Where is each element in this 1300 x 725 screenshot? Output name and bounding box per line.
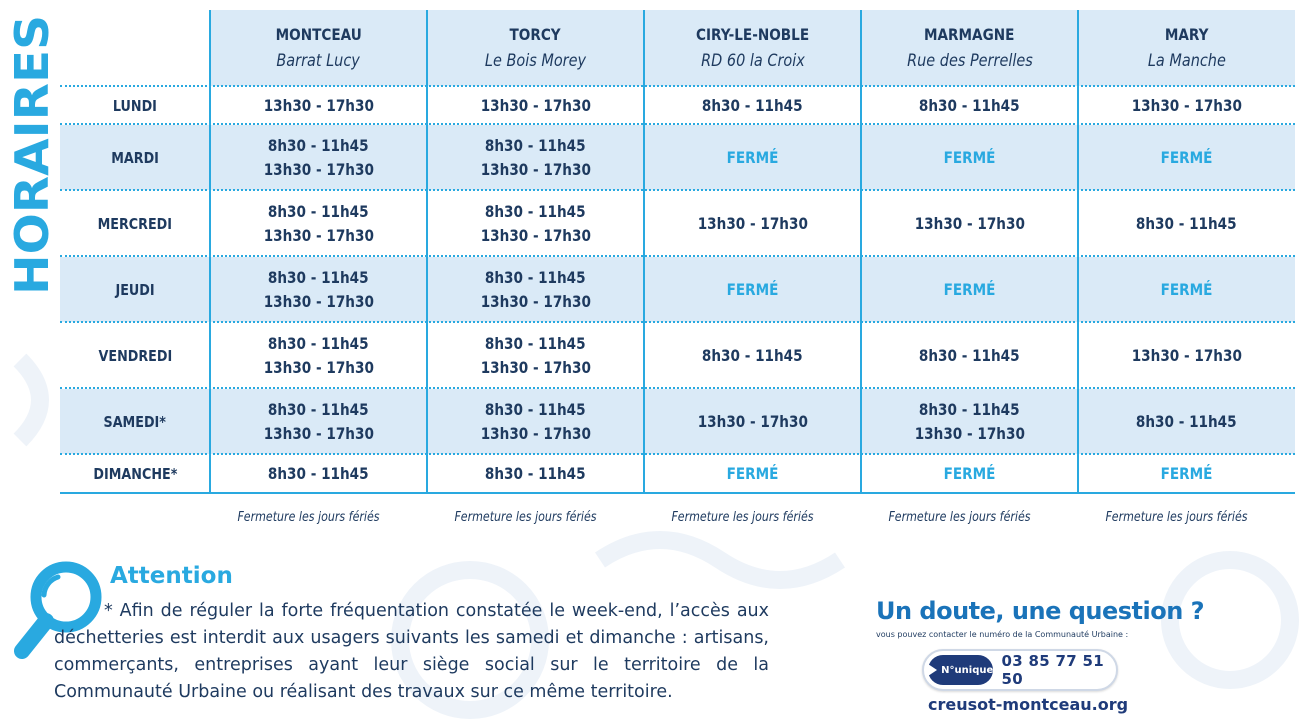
- hours-cell: [861, 191, 1078, 256]
- time-range: 13h30 - 17h30: [697, 213, 808, 233]
- day-cell: [60, 455, 210, 492]
- time-range: 13h30 - 17h30: [1131, 95, 1242, 115]
- hours-cell: [644, 323, 861, 388]
- day-cell: [60, 87, 210, 124]
- time-range: 13h30 - 17h30: [914, 213, 1025, 233]
- closed-label: FERMÉ: [726, 148, 779, 167]
- holiday-note: Fermeture les jours fériés: [237, 510, 380, 525]
- hours-cell: [644, 191, 861, 256]
- time-range: 8h30 - 11h45: [268, 201, 369, 221]
- contact-title: Un doute, une question ?: [876, 597, 1205, 625]
- hours-cell: [210, 455, 427, 492]
- hours-cell: [210, 87, 427, 124]
- column-divider: [1077, 10, 1079, 494]
- day-label: VENDREDI: [98, 346, 172, 365]
- time-range: 13h30 - 17h30: [480, 357, 591, 377]
- table-row: [60, 191, 1295, 256]
- time-range: 8h30 - 11h45: [485, 267, 586, 287]
- closed-label: FERMÉ: [1160, 148, 1213, 167]
- site-name: MARY: [1164, 25, 1209, 44]
- site-header: [644, 10, 861, 86]
- hours-cell: [1078, 125, 1295, 190]
- site-header: [210, 10, 427, 86]
- time-range: 8h30 - 11h45: [919, 95, 1020, 115]
- holiday-note: Fermeture les jours fériés: [671, 510, 814, 525]
- time-range: 13h30 - 17h30: [480, 225, 591, 245]
- hours-cell: [1078, 389, 1295, 454]
- column-divider: [209, 10, 211, 494]
- site-place: RD 60 la Croix: [700, 51, 805, 71]
- hours-cell: [210, 125, 427, 190]
- hours-cell: [861, 389, 1078, 454]
- column-divider: [860, 10, 862, 494]
- hours-cell: [427, 257, 644, 322]
- website-link[interactable]: creusot-montceau.org: [928, 695, 1129, 714]
- site-place: Le Bois Morey: [484, 51, 587, 71]
- time-range: 13h30 - 17h30: [263, 225, 374, 245]
- hours-cell: [861, 257, 1078, 322]
- day-label: LUNDI: [112, 96, 158, 115]
- table-row: [60, 323, 1295, 388]
- column-divider: [643, 10, 645, 494]
- hours-cell: [644, 87, 861, 124]
- time-range: 8h30 - 11h45: [1136, 411, 1237, 431]
- time-range: 13h30 - 17h30: [263, 423, 374, 443]
- time-range: 13h30 - 17h30: [914, 423, 1025, 443]
- hours-cell: [644, 455, 861, 492]
- site-name: MONTCEAU: [275, 25, 362, 44]
- table-row: [60, 87, 1295, 124]
- time-range: 8h30 - 11h45: [268, 463, 369, 483]
- hours-cell: [644, 257, 861, 322]
- time-range: 8h30 - 11h45: [1136, 213, 1237, 233]
- closed-label: FERMÉ: [943, 148, 996, 167]
- time-range: 8h30 - 11h45: [268, 135, 369, 155]
- day-cell: [60, 389, 210, 454]
- hours-cell: [861, 323, 1078, 388]
- day-cell: [60, 323, 210, 388]
- time-range: 8h30 - 11h45: [268, 399, 369, 419]
- closed-label: FERMÉ: [943, 464, 996, 483]
- site-place: Rue des Perrelles: [906, 51, 1033, 71]
- time-range: 13h30 - 17h30: [480, 95, 591, 115]
- time-range: 13h30 - 17h30: [1131, 345, 1242, 365]
- hours-cell: [1078, 191, 1295, 256]
- time-range: 13h30 - 17h30: [263, 291, 374, 311]
- hours-cell: [427, 389, 644, 454]
- day-label: MARDI: [111, 148, 159, 167]
- day-label: DIMANCHE*: [93, 464, 177, 483]
- holiday-note: Fermeture les jours fériés: [1105, 510, 1248, 525]
- schedule-table: [60, 10, 1295, 497]
- time-range: 8h30 - 11h45: [702, 345, 803, 365]
- time-range: 13h30 - 17h30: [480, 159, 591, 179]
- hours-cell: [210, 323, 427, 388]
- time-range: 8h30 - 11h45: [485, 463, 586, 483]
- hours-cell: [427, 455, 644, 492]
- header-row: [60, 10, 1295, 86]
- time-range: 8h30 - 11h45: [919, 345, 1020, 365]
- time-range: 8h30 - 11h45: [268, 333, 369, 353]
- site-name: MARMAGNE: [924, 25, 1015, 44]
- closed-label: FERMÉ: [943, 280, 996, 299]
- closed-label: FERMÉ: [1160, 280, 1213, 299]
- hours-cell: [1078, 323, 1295, 388]
- phone-pill[interactable]: [922, 649, 1118, 691]
- hours-cell: [427, 323, 644, 388]
- hours-cell: [427, 125, 644, 190]
- holidays-row: [60, 510, 1295, 532]
- site-name: TORCY: [509, 25, 562, 44]
- hours-cell: [427, 191, 644, 256]
- hours-cell: [861, 125, 1078, 190]
- day-label: SAMEDI*: [103, 412, 167, 431]
- hours-cell: [644, 125, 861, 190]
- attention-title: Attention: [110, 563, 233, 589]
- time-range: 8h30 - 11h45: [485, 399, 586, 419]
- time-range: 8h30 - 11h45: [919, 399, 1020, 419]
- table-row: [60, 257, 1295, 322]
- hours-cell: [861, 87, 1078, 124]
- closed-label: FERMÉ: [1160, 464, 1213, 483]
- holiday-note: Fermeture les jours fériés: [454, 510, 597, 525]
- table-row: [60, 455, 1295, 492]
- closed-label: FERMÉ: [726, 464, 779, 483]
- hours-cell: [1078, 455, 1295, 492]
- site-place: La Manche: [1147, 51, 1226, 71]
- day-label: JEUDI: [115, 280, 155, 299]
- hours-cell: [427, 87, 644, 124]
- side-title: [4, 10, 54, 300]
- phone-number[interactable]: 03 85 77 51 50: [1001, 652, 1104, 688]
- side-title-text: HORAIRES: [5, 29, 54, 295]
- phone-badge-label: N°unique: [941, 664, 994, 676]
- hours-cell: [644, 389, 861, 454]
- time-range: 13h30 - 17h30: [697, 411, 808, 431]
- site-header: [427, 10, 644, 86]
- time-range: 8h30 - 11h45: [485, 333, 586, 353]
- time-range: 13h30 - 17h30: [263, 159, 374, 179]
- closed-label: FERMÉ: [726, 280, 779, 299]
- time-range: 8h30 - 11h45: [485, 201, 586, 221]
- table-row: [60, 125, 1295, 190]
- day-cell: [60, 125, 210, 190]
- time-range: 13h30 - 17h30: [263, 95, 374, 115]
- hours-cell: [1078, 87, 1295, 124]
- day-cell: [60, 191, 210, 256]
- time-range: 13h30 - 17h30: [480, 423, 591, 443]
- hours-cell: [210, 389, 427, 454]
- day-label: MERCREDI: [97, 214, 173, 233]
- site-name: CIRY-LE-NOBLE: [695, 25, 810, 44]
- time-range: 8h30 - 11h45: [268, 267, 369, 287]
- holiday-note: Fermeture les jours fériés: [888, 510, 1031, 525]
- attention-text: * Afin de réguler la forte fréquentation constatée le week-end, l’accès aux déchetteries est interdit aux usagers suivants les samedi et dimanche : artisans, commerçants, entreprises ayant leur siège social sur le territoire de la Communauté Urbaine ou réalisant des travaux sur ce même territoire.: [54, 601, 769, 702]
- play-icon: [928, 664, 937, 676]
- day-cell: [60, 257, 210, 322]
- hours-cell: [861, 455, 1078, 492]
- hours-cell: [210, 191, 427, 256]
- site-header: [861, 10, 1078, 86]
- time-range: 13h30 - 17h30: [480, 291, 591, 311]
- time-range: 13h30 - 17h30: [263, 357, 374, 377]
- contact-subtitle: vous pouvez contacter le numéro de la Communauté Urbaine :: [876, 630, 1129, 639]
- time-range: 8h30 - 11h45: [702, 95, 803, 115]
- phone-badge: [928, 655, 993, 685]
- site-header: [1078, 10, 1295, 86]
- table-row: [60, 389, 1295, 454]
- time-range: 8h30 - 11h45: [485, 135, 586, 155]
- hours-cell: [210, 257, 427, 322]
- column-divider: [426, 10, 428, 494]
- site-place: Barrat Lucy: [276, 51, 361, 71]
- table-bottom-line: [60, 492, 1295, 494]
- hours-cell: [1078, 257, 1295, 322]
